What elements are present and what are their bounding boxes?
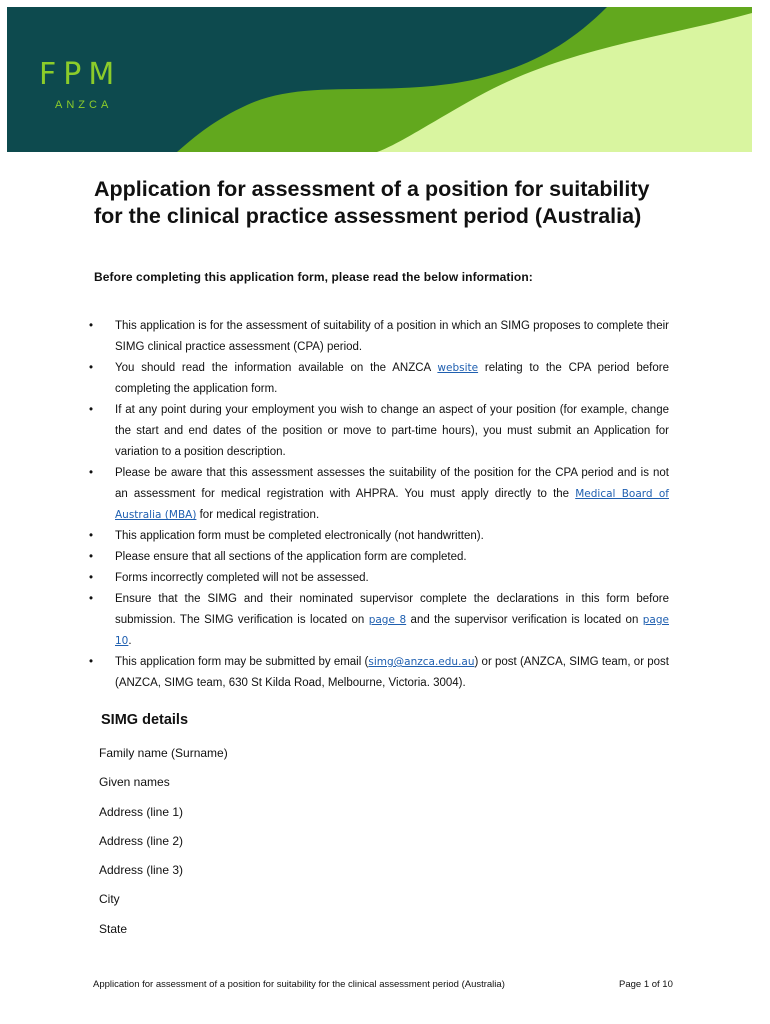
bullet-marker: • xyxy=(89,551,94,563)
field-label-state: State xyxy=(99,922,128,936)
bullet-item xyxy=(89,400,669,463)
bullet-text: and the supervisor verification is located on xyxy=(406,614,643,626)
bullet-text: Ensure that the SIMG and their nominated supervisor complete the declarations in this form before submission. The SIMG verification is located on xyxy=(115,593,669,626)
logo-fpm: FPM xyxy=(39,57,122,92)
field-label-city: City xyxy=(99,892,120,906)
bullet-item xyxy=(89,547,669,568)
bullet-marker: • xyxy=(89,530,94,542)
bullet-marker: • xyxy=(89,404,94,416)
bullet-text: relating to the CPA period before completing the application form. xyxy=(115,362,669,395)
footer-page-number: Page 1 of 10 xyxy=(619,979,673,990)
header-banner xyxy=(7,7,752,152)
simg-email-link[interactable]: simg@anzca.edu.au xyxy=(368,656,475,668)
page-8-link[interactable]: page 8 xyxy=(368,614,407,626)
field-label-address-line-1: Address (line 1) xyxy=(99,805,184,819)
bullet-text: . xyxy=(128,635,132,647)
bullet-marker: • xyxy=(89,362,94,374)
bullet-marker: • xyxy=(89,320,94,332)
field-label-family-name: Family name (Surname) xyxy=(99,746,228,760)
page-10-link[interactable]: page 10 xyxy=(115,614,669,647)
field-label-address-line-3: Address (line 3) xyxy=(99,863,184,877)
bullet-marker: • xyxy=(89,572,94,584)
bullet-text: Forms incorrectly completed will not be assessed. xyxy=(115,572,369,584)
bullet-text: ) or post (ANZCA, SIMG team, or post (ANZCA, SIMG team, 630 St Kilda Road, Melbourne, Victoria. 3004). xyxy=(115,656,669,689)
logo-anzca: ANZCA xyxy=(55,99,113,111)
section-title-simg-details: SIMG details xyxy=(101,712,189,728)
bullet-text: This application form may be submitted by email ( xyxy=(115,656,369,668)
bullet-marker: • xyxy=(89,593,94,605)
bullet-item xyxy=(89,358,669,400)
field-label-given-names: Given names xyxy=(99,775,170,789)
info-bullet-list xyxy=(89,316,669,694)
page-title: Application for assessment of a position for suitability for the clinical practice assessment period (Australia) xyxy=(94,177,650,228)
bullet-item xyxy=(89,463,669,526)
bullet-marker: • xyxy=(89,467,94,479)
intro-text: Before completing this application form, please read the below information: xyxy=(94,270,533,284)
field-label-address-line-2: Address (line 2) xyxy=(99,834,184,848)
bullet-item xyxy=(89,589,669,652)
anzca-website-link[interactable]: website xyxy=(437,362,479,374)
bullet-text: for medical registration. xyxy=(196,509,320,521)
bullet-text: If at any point during your employment you wish to change an aspect of your position (for example, change the start and end dates of the position or move to part-time hours), you must submit an Application for variation to a position description. xyxy=(115,404,669,458)
bullet-text: You should read the information available on the ANZCA xyxy=(115,362,438,374)
bullet-item xyxy=(89,316,669,358)
footer-document-title: Application for assessment of a position for suitability for the clinical assessment period (Australia) xyxy=(93,979,505,990)
bullet-text: Please be aware that this assessment assesses the suitability of the position for the CPA period and is not an assessment for medical registration with AHPRA. You must apply directly to the xyxy=(115,467,669,500)
bullet-marker: • xyxy=(89,656,94,668)
bullet-text: Please ensure that all sections of the application form are completed. xyxy=(115,551,467,563)
bullet-item xyxy=(89,526,669,547)
bullet-item xyxy=(89,568,669,589)
bullet-item xyxy=(89,652,669,694)
bullet-text: This application form must be completed electronically (not handwritten). xyxy=(115,530,484,542)
mba-link[interactable]: Medical Board of Australia (MBA) xyxy=(115,488,669,521)
bullet-text: This application is for the assessment of suitability of a position in which an SIMG proposes to complete their SIMG clinical practice assessment (CPA) period. xyxy=(115,320,669,353)
